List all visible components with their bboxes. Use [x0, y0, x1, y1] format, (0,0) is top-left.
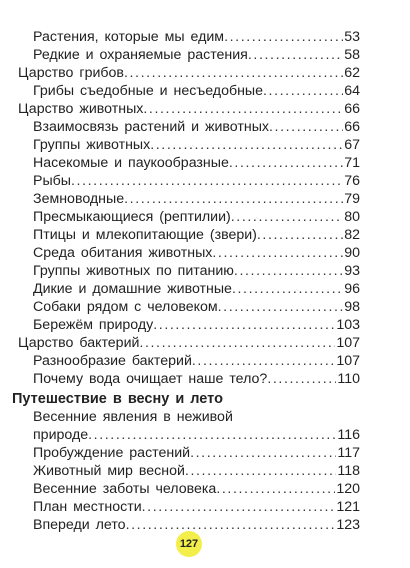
toc-entry: [33, 444, 360, 462]
dot-leader: [263, 82, 343, 100]
dot-leader: [143, 100, 343, 118]
toc-entry-title: План местности: [33, 499, 142, 515]
toc-entry-page: 110: [337, 371, 360, 387]
toc-entry: [33, 480, 360, 498]
toc-entry: [33, 352, 360, 370]
toc-entry-title: Среда обитания животных: [33, 245, 213, 261]
dot-leader: [257, 226, 343, 244]
toc-entry: [33, 462, 360, 480]
toc-entry-page: 66: [344, 119, 360, 135]
dot-leader: [150, 136, 343, 154]
toc-entry-page: 67: [344, 137, 360, 153]
toc-entry-title: Дикие и домашние животные: [33, 281, 232, 297]
dot-leader: [153, 316, 335, 334]
toc-entry-page: 93: [344, 263, 360, 279]
toc-entry-page: 53: [344, 29, 360, 45]
toc-entry: [18, 100, 360, 118]
toc-entry: [33, 82, 360, 100]
toc-entry-page: 116: [337, 427, 360, 443]
toc-entry: [33, 190, 360, 208]
toc-entry-page: 96: [344, 281, 360, 297]
toc-entry-page: 66: [344, 101, 360, 117]
dot-leader: [71, 172, 343, 190]
toc-entry: [18, 64, 360, 82]
toc-entry: [33, 154, 360, 172]
dot-leader: [218, 298, 344, 316]
toc-entry-page: 107: [336, 353, 360, 369]
dot-leader: [212, 244, 343, 262]
dot-leader: [139, 334, 335, 352]
section-heading: Путешествие в весну и лето: [12, 391, 223, 407]
toc-entry-title-continued: природе: [33, 427, 89, 443]
toc-entry-page: 76: [344, 173, 360, 189]
toc-entry-page: 123: [336, 517, 360, 533]
toc-entry-title: Животный мир весной: [33, 463, 185, 479]
dot-leader: [185, 462, 336, 480]
dot-leader: [126, 516, 336, 534]
toc-entry-title: Бережём природу: [33, 317, 154, 333]
toc-entry: [33, 118, 360, 136]
toc-entry: [33, 498, 360, 516]
toc-entry: [33, 226, 360, 244]
toc-entry-page: 98: [344, 299, 360, 315]
toc-entry-page: 121: [336, 499, 360, 515]
dot-leader: [224, 28, 343, 46]
toc-entry: [18, 334, 360, 352]
dot-leader: [124, 64, 343, 82]
toc-entry-page: 71: [344, 155, 360, 171]
dot-leader: [229, 154, 343, 172]
toc-entry: [33, 280, 360, 298]
toc-entry: [33, 136, 360, 154]
toc-entry-page: 107: [336, 335, 360, 351]
dot-leader: [269, 118, 343, 136]
toc-entry-page: 118: [337, 463, 360, 479]
toc-entry-page: 117: [337, 445, 360, 461]
dot-leader: [190, 444, 336, 462]
toc-entry-page: 62: [344, 65, 360, 81]
toc-entry-title: Группы животных по питанию: [33, 263, 234, 279]
toc-entry: [33, 298, 360, 316]
toc-entry-title: Царство бактерий: [18, 335, 140, 351]
toc-entry-title: Растения, которые мы едим: [33, 29, 225, 45]
toc-entry: [33, 516, 360, 534]
toc-entry-page: 79: [344, 191, 360, 207]
dot-leader: [248, 46, 343, 64]
toc-entry-title: Взаимосвязь растений и животных: [33, 119, 270, 135]
dot-leader: [216, 480, 335, 498]
toc-entry-title: Весенние явления в неживой: [33, 409, 233, 425]
toc-entry-title: Пресмыкающиеся (рептилии): [33, 209, 231, 225]
toc-entry-title: Пробуждение растений: [33, 445, 191, 461]
toc-entry-page: 90: [344, 245, 360, 261]
dot-leader: [231, 208, 343, 226]
toc-entry-title: Разнообразие бактерий: [33, 353, 192, 369]
toc-entry: [33, 28, 360, 46]
toc-entry: [33, 316, 360, 334]
toc-entry-title: Весенние заботы человека: [33, 481, 217, 497]
dot-leader: [267, 370, 336, 388]
toc-entry-title: Впереди лето: [33, 517, 126, 533]
toc-entry-title: Грибы съедобные и несъедобные: [33, 83, 264, 99]
toc-entry-page: 58: [344, 47, 360, 63]
toc-entry-page: 120: [336, 481, 360, 497]
toc-entry-page: 64: [344, 83, 360, 99]
toc-entry-first-line: [33, 408, 360, 426]
toc-entry: [33, 426, 360, 444]
toc-entry-title: Собаки рядом с человеком: [33, 299, 218, 315]
toc-entry: [33, 172, 360, 190]
toc-entry: [33, 208, 360, 226]
toc-entry: [33, 262, 360, 280]
toc-entry-title: Царство животных: [18, 101, 144, 117]
page-number-badge: 127: [176, 531, 202, 557]
dot-leader: [234, 262, 343, 280]
toc-entry-title: Земноводные: [33, 191, 125, 207]
dot-leader: [124, 190, 343, 208]
dot-leader: [192, 352, 335, 370]
dot-leader: [142, 498, 336, 516]
toc-entry-page: 103: [336, 317, 360, 333]
toc-entry-title: Группы животных: [33, 137, 151, 153]
toc-entry: [33, 370, 360, 388]
toc-entry-title: Царство грибов: [18, 65, 124, 81]
toc-entry-page: 82: [344, 227, 360, 243]
toc-entry-title: Птицы и млекопитающие (звери): [33, 227, 257, 243]
dot-leader: [232, 280, 343, 298]
toc-entry: [33, 46, 360, 64]
toc-entry-title: Рыбы: [33, 173, 71, 189]
toc-entry-title: Насекомые и паукообразные: [33, 155, 229, 171]
toc-entry-page: 80: [344, 209, 360, 225]
toc-entry-title: Редкие и охраняемые растения: [33, 47, 248, 63]
toc-entry-title: Почему вода очищает наше тело?: [33, 371, 268, 387]
toc-entry: [33, 244, 360, 262]
dot-leader: [88, 426, 336, 444]
